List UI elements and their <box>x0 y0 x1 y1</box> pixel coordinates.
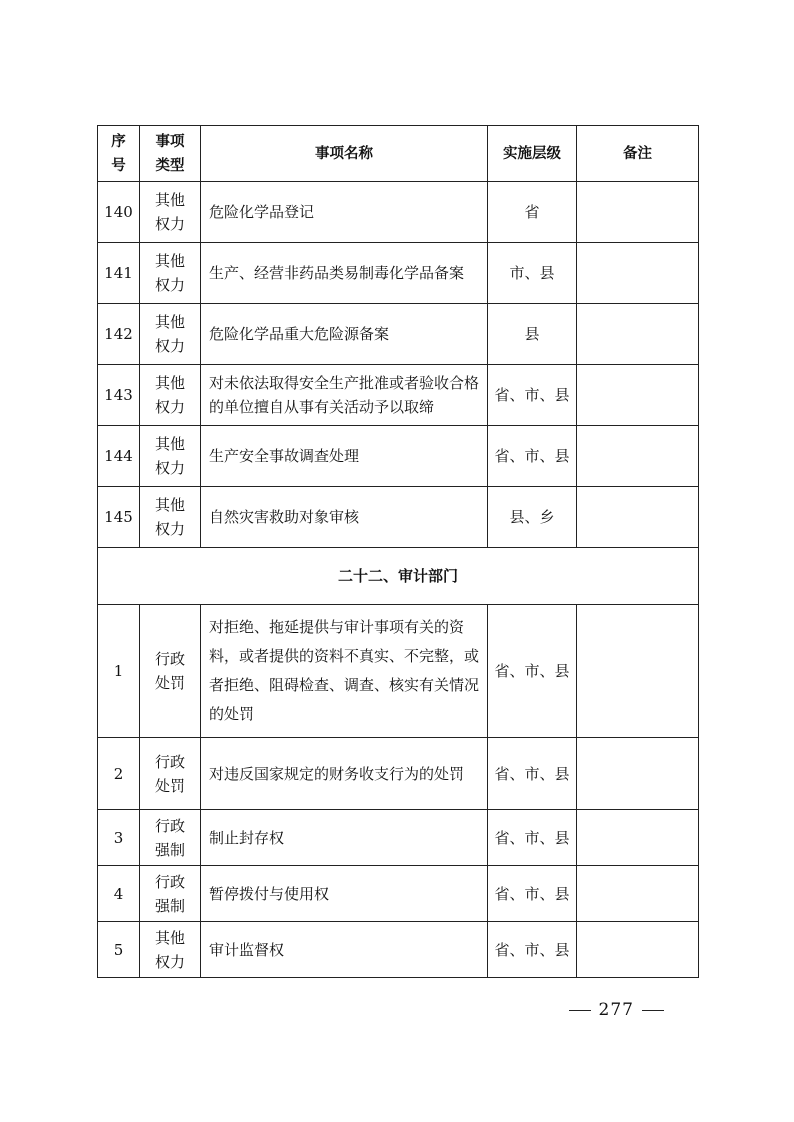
table-row <box>98 426 699 487</box>
row-type-line1: 其他 <box>154 191 185 209</box>
row-type <box>140 738 201 810</box>
row-type-line2: 权力 <box>154 952 185 971</box>
row-serial: 142 <box>98 304 140 365</box>
row-serial: 143 <box>98 365 140 426</box>
table-row <box>98 182 699 243</box>
page-number-right-dash <box>642 1010 664 1011</box>
row-type-line1: 其他 <box>154 435 185 453</box>
page-number <box>561 1000 672 1020</box>
row-note <box>577 243 699 304</box>
row-level: 市、县 <box>488 243 577 304</box>
header-note: 备注 <box>577 126 699 182</box>
page-number-left-dash <box>569 1010 591 1011</box>
row-type-line1: 其他 <box>154 374 185 392</box>
header-serial-line2: 号 <box>111 157 126 174</box>
row-name: 危险化学品重大危险源备案 <box>201 304 488 365</box>
row-level: 省、市、县 <box>488 922 577 978</box>
row-type <box>140 426 201 487</box>
row-serial: 3 <box>98 810 140 866</box>
row-serial: 141 <box>98 243 140 304</box>
row-level: 县、乡 <box>488 487 577 548</box>
table-row <box>98 866 699 922</box>
power-list-table <box>97 125 699 978</box>
row-type <box>140 810 201 866</box>
row-level: 省、市、县 <box>488 605 577 738</box>
row-name: 审计监督权 <box>201 922 488 978</box>
table-header-row <box>98 126 699 182</box>
row-type-line2: 处罚 <box>154 776 185 795</box>
row-type <box>140 243 201 304</box>
row-type-line2: 强制 <box>154 840 185 859</box>
row-level: 省、市、县 <box>488 426 577 487</box>
row-serial: 1 <box>98 605 140 738</box>
row-note <box>577 922 699 978</box>
page-number-value: 277 <box>598 1000 634 1020</box>
row-level: 省 <box>488 182 577 243</box>
section-title: 二十二、审计部门 <box>98 548 699 605</box>
row-note <box>577 182 699 243</box>
header-type-line2: 类型 <box>155 157 185 174</box>
table-row <box>98 738 699 810</box>
row-level: 省、市、县 <box>488 738 577 810</box>
row-note <box>577 605 699 738</box>
header-serial <box>98 126 140 182</box>
row-name: 对未依法取得安全生产批准或者验收合格的单位擅自从事有关活动予以取缔 <box>201 365 488 426</box>
row-type-line2: 权力 <box>154 337 185 355</box>
row-note <box>577 304 699 365</box>
header-type <box>140 126 201 182</box>
row-type-line2: 权力 <box>154 215 185 233</box>
row-type-line1: 其他 <box>154 252 185 270</box>
row-level: 省、市、县 <box>488 866 577 922</box>
row-note <box>577 866 699 922</box>
table-row <box>98 365 699 426</box>
table-row <box>98 810 699 866</box>
header-name: 事项名称 <box>201 126 488 182</box>
row-type <box>140 866 201 922</box>
row-serial: 5 <box>98 922 140 978</box>
table-row <box>98 243 699 304</box>
table-row <box>98 304 699 365</box>
row-level: 省、市、县 <box>488 810 577 866</box>
row-note <box>577 426 699 487</box>
row-type-line1: 其他 <box>154 496 185 514</box>
row-level: 省、市、县 <box>488 365 577 426</box>
row-name: 对违反国家规定的财务收支行为的处罚 <box>201 738 488 810</box>
row-type <box>140 487 201 548</box>
row-name: 生产安全事故调查处理 <box>201 426 488 487</box>
row-type-line2: 强制 <box>154 896 185 915</box>
table-row <box>98 922 699 978</box>
row-serial: 145 <box>98 487 140 548</box>
row-serial: 4 <box>98 866 140 922</box>
row-type <box>140 605 201 738</box>
row-name: 生产、经营非药品类易制毒化学品备案 <box>201 243 488 304</box>
row-name: 制止封存权 <box>201 810 488 866</box>
row-serial: 2 <box>98 738 140 810</box>
row-type-line2: 权力 <box>154 459 185 477</box>
row-note <box>577 738 699 810</box>
row-type <box>140 922 201 978</box>
header-type-line1: 事项 <box>155 133 185 150</box>
header-level: 实施层级 <box>488 126 577 182</box>
row-type <box>140 182 201 243</box>
header-serial-line1: 序 <box>111 133 126 150</box>
row-type-line1: 其他 <box>154 313 185 331</box>
row-level: 县 <box>488 304 577 365</box>
row-name: 自然灾害救助对象审核 <box>201 487 488 548</box>
row-note <box>577 487 699 548</box>
row-type-line2: 处罚 <box>154 674 185 692</box>
section-row <box>98 548 699 605</box>
table-row <box>98 487 699 548</box>
row-type-line2: 权力 <box>154 520 185 538</box>
row-type-line1: 行政 <box>154 752 185 771</box>
row-type-line1: 行政 <box>154 872 185 891</box>
table-row <box>98 605 699 738</box>
row-type-line2: 权力 <box>154 276 185 294</box>
row-name: 危险化学品登记 <box>201 182 488 243</box>
row-note <box>577 810 699 866</box>
row-type-line1: 行政 <box>154 816 185 835</box>
row-type-line1: 其他 <box>154 928 185 947</box>
row-serial: 144 <box>98 426 140 487</box>
row-type <box>140 304 201 365</box>
row-type-line1: 行政 <box>154 650 185 668</box>
row-serial: 140 <box>98 182 140 243</box>
row-type <box>140 365 201 426</box>
row-type-line2: 权力 <box>154 398 185 416</box>
row-note <box>577 365 699 426</box>
row-name: 暂停拨付与使用权 <box>201 866 488 922</box>
row-name: 对拒绝、拖延提供与审计事项有关的资料，或者提供的资料不真实、不完整，或者拒绝、阻碍检查、调查、核实有关情况的处罚 <box>201 605 488 738</box>
